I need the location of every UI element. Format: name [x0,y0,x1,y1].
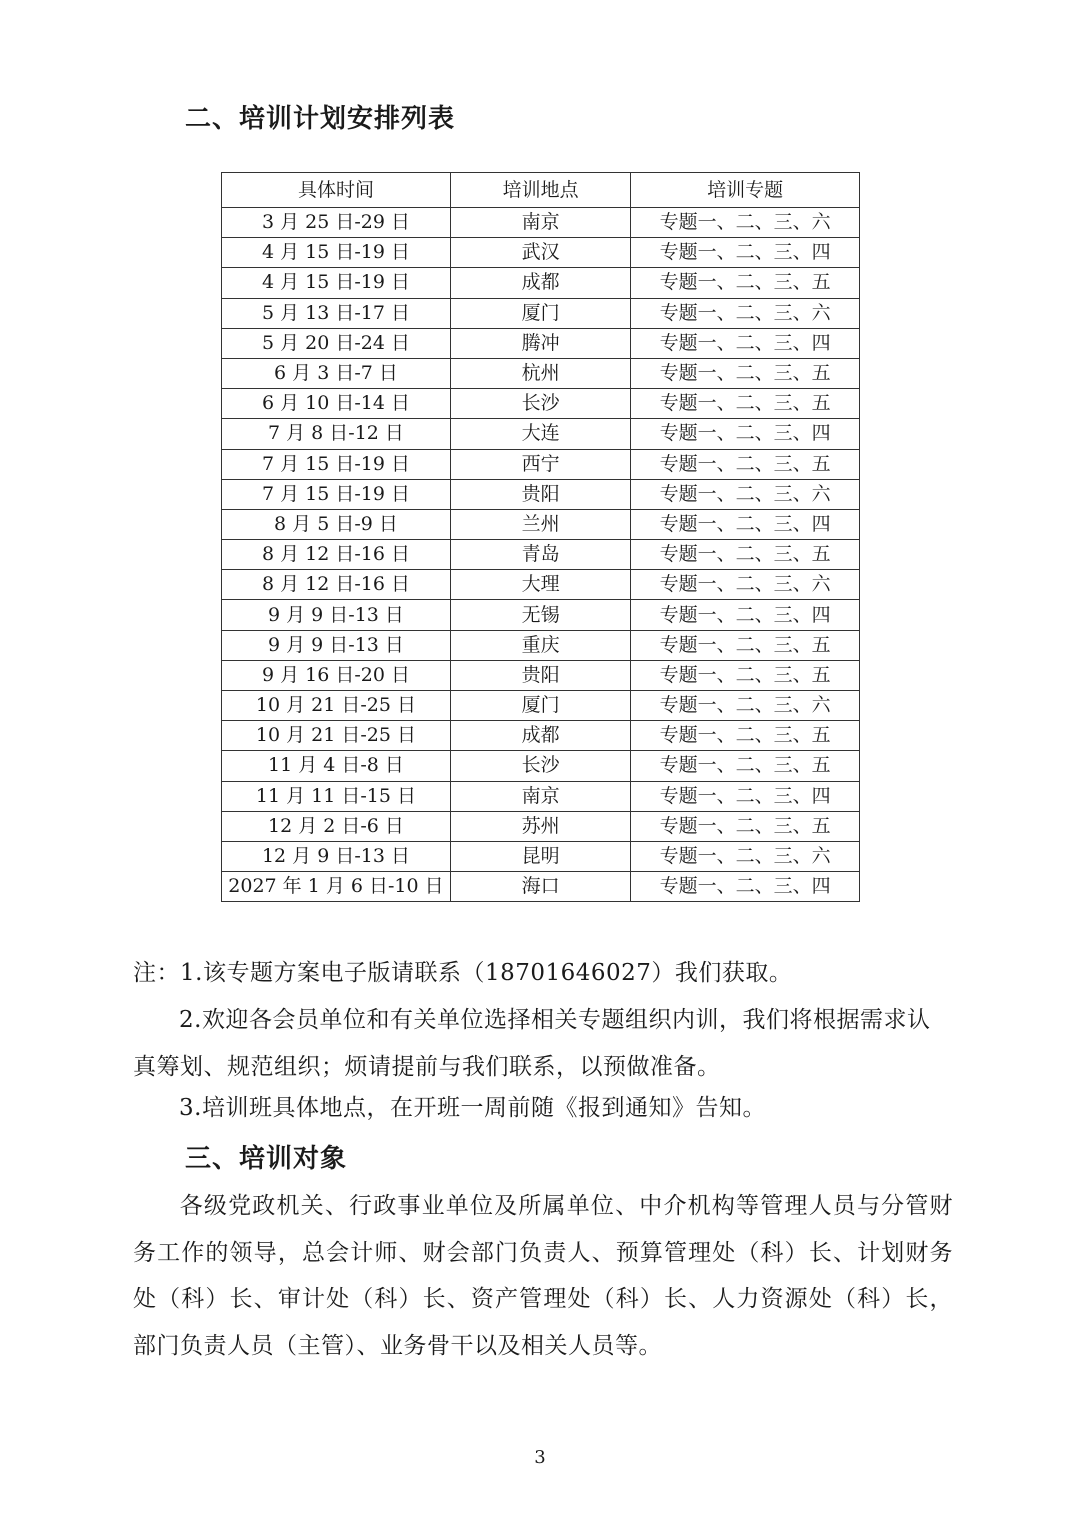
column-header-topics: 培训专题 [631,173,860,208]
table-row [222,660,860,690]
cell-location: 贵阳 [450,660,630,690]
column-header-time: 具体时间 [222,173,451,208]
cell-topics: 专题一、二、三、六 [631,570,860,600]
table-row [222,238,860,268]
cell-location: 厦门 [450,298,630,328]
table-row [222,600,860,630]
cell-time: 7 月 15 日-19 日 [222,449,451,479]
cell-time: 8 月 12 日-16 日 [222,570,451,600]
cell-time: 4 月 15 日-19 日 [222,238,451,268]
table-row [222,570,860,600]
cell-topics: 专题一、二、三、五 [631,721,860,751]
cell-topics: 专题一、二、三、四 [631,238,860,268]
cell-topics: 专题一、二、三、五 [631,630,860,660]
cell-topics: 专题一、二、三、六 [631,691,860,721]
cell-location: 苏州 [450,811,630,841]
cell-location: 杭州 [450,358,630,388]
column-header-location: 培训地点 [450,173,630,208]
table-row [222,811,860,841]
cell-time: 10 月 21 日-25 日 [222,721,451,751]
cell-topics: 专题一、二、三、五 [631,358,860,388]
section-heading-training-schedule: 二、培训计划安排列表 [185,104,456,134]
cell-time: 5 月 13 日-17 日 [222,298,451,328]
table-row [222,449,860,479]
cell-location: 南京 [450,781,630,811]
cell-time: 8 月 5 日-9 日 [222,509,451,539]
cell-topics: 专题一、二、三、四 [631,509,860,539]
cell-location: 西宁 [450,449,630,479]
cell-location: 厦门 [450,691,630,721]
table-row [222,298,860,328]
cell-location: 大理 [450,570,630,600]
cell-time: 6 月 10 日-14 日 [222,389,451,419]
table-row [222,328,860,358]
cell-time: 2027 年 1 月 6 日-10 日 [222,872,451,902]
training-schedule-table [221,172,860,902]
cell-time: 12 月 9 日-13 日 [222,841,451,871]
table-row [222,841,860,871]
cell-time: 12 月 2 日-6 日 [222,811,451,841]
cell-topics: 专题一、二、三、五 [631,540,860,570]
cell-topics: 专题一、二、三、五 [631,389,860,419]
cell-time: 11 月 11 日-15 日 [222,781,451,811]
section-heading-audience: 三、培训对象 [185,1144,348,1174]
audience-paragraph [133,1183,953,1369]
cell-location: 无锡 [450,600,630,630]
table-row [222,479,860,509]
cell-location: 青岛 [450,540,630,570]
table-row [222,208,860,238]
cell-topics: 专题一、二、三、六 [631,208,860,238]
audience-text: 各级党政机关、行政事业单位及所属单位、中介机构等管理人员与分管财务工作的领导，总会计师、财会部门负责人、预算管理处（科）长、计划财务处（科）长、审计处（科）长、资产管理处（科）长、人力资源处（科）长，部门负责人员（主管）、业务骨干以及相关人员等。 [133,1193,953,1359]
cell-location: 海口 [450,872,630,902]
table-body [222,208,860,902]
cell-time: 8 月 12 日-16 日 [222,540,451,570]
table-row [222,419,860,449]
table-row [222,781,860,811]
cell-time: 5 月 20 日-24 日 [222,328,451,358]
table-row [222,509,860,539]
cell-topics: 专题一、二、三、五 [631,449,860,479]
note-2-text: 2.欢迎各会员单位和有关单位选择相关专题组织内训，我们将根据需求认真筹划、规范组织；烦请提前与我们联系，以预做准备。 [133,1007,931,1080]
table-row [222,268,860,298]
cell-location: 昆明 [450,841,630,871]
cell-location: 重庆 [450,630,630,660]
cell-time: 11 月 4 日-8 日 [222,751,451,781]
cell-topics: 专题一、二、三、五 [631,811,860,841]
cell-location: 南京 [450,208,630,238]
cell-time: 7 月 15 日-19 日 [222,479,451,509]
table-row [222,630,860,660]
cell-topics: 专题一、二、三、四 [631,328,860,358]
table-row [222,389,860,419]
cell-time: 9 月 9 日-13 日 [222,630,451,660]
cell-topics: 专题一、二、三、四 [631,600,860,630]
cell-location: 成都 [450,268,630,298]
table-header-row [222,173,860,208]
note-2 [133,997,953,1091]
page-number: 3 [534,1447,546,1468]
table-row [222,721,860,751]
cell-time: 7 月 8 日-12 日 [222,419,451,449]
cell-topics: 专题一、二、三、四 [631,781,860,811]
cell-location: 长沙 [450,751,630,781]
cell-topics: 专题一、二、三、四 [631,872,860,902]
cell-topics: 专题一、二、三、六 [631,841,860,871]
cell-location: 腾冲 [450,328,630,358]
cell-time: 4 月 15 日-19 日 [222,268,451,298]
table-row [222,691,860,721]
table-row [222,358,860,388]
cell-topics: 专题一、二、三、五 [631,268,860,298]
table-row [222,751,860,781]
note-1: 注：1.该专题方案电子版请联系（18701646027）我们获取。 [133,960,793,986]
cell-topics: 专题一、二、三、四 [631,419,860,449]
cell-time: 9 月 9 日-13 日 [222,600,451,630]
cell-topics: 专题一、二、三、六 [631,479,860,509]
cell-topics: 专题一、二、三、五 [631,751,860,781]
cell-time: 10 月 21 日-25 日 [222,691,451,721]
cell-time: 3 月 25 日-29 日 [222,208,451,238]
cell-location: 武汉 [450,238,630,268]
table-row [222,872,860,902]
cell-time: 9 月 16 日-20 日 [222,660,451,690]
cell-location: 长沙 [450,389,630,419]
table-row [222,540,860,570]
cell-time: 6 月 3 日-7 日 [222,358,451,388]
note-3 [133,1085,953,1132]
note-3-text: 3.培训班具体地点，在开班一周前随《报到通知》告知。 [179,1095,766,1121]
cell-location: 兰州 [450,509,630,539]
cell-location: 大连 [450,419,630,449]
cell-topics: 专题一、二、三、六 [631,298,860,328]
cell-location: 成都 [450,721,630,751]
cell-location: 贵阳 [450,479,630,509]
cell-topics: 专题一、二、三、五 [631,660,860,690]
